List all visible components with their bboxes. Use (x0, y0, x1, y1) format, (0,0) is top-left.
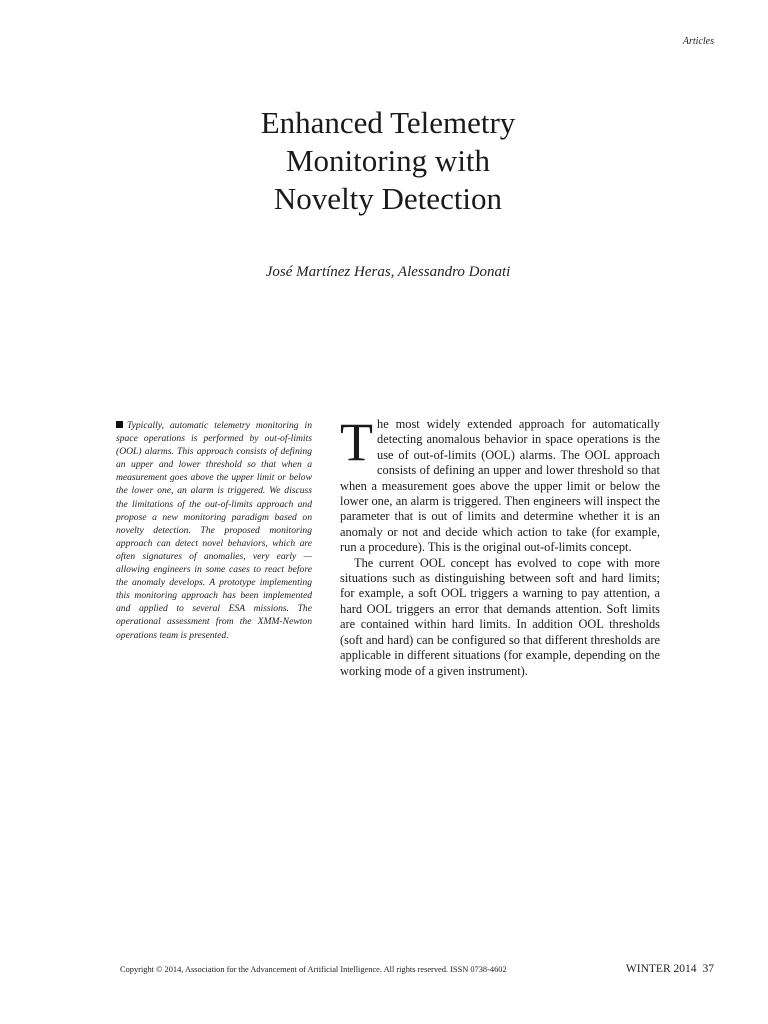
body-paragraph-1 (340, 412, 660, 556)
abstract (116, 419, 312, 642)
paragraph-text: he most widely extended approach for automatically detecting anomalous behavior in space operations is the use of out-of-limits (OOL) alarms. The OOL approach consists of defining an upper and lower threshold so that when a measurement goes above the upper limit or below the lower one, an alarm is triggered. Then engineers will inspect the parameter that is out of limits and determine whether it is an anomaly or not and decide which action to take (for example, run a procedure). This is the original out-of-limits concept. (340, 417, 660, 555)
page-number: 37 (702, 963, 714, 975)
title-line: Novelty Detection (273, 181, 503, 216)
abstract-text: Typically, automatic telemetry monitoring in space operations is performed by out-of-limits (OOL) alarms. This approach consists of defining an upper and lower threshold so that when a measurement goes above the upper limit or below the lower one, an alarm is triggered. We discuss the limitations of the out-of-limits approach and propose a new monitoring paradigm based on novelty detection. The proposed monitoring approach can detect novel behaviors, which are often signatures of anomalies, very early — allowing engineers in some cases to react before the anomaly develops. A prototype implementing this monitoring approach has been implemented and applied to several ESA missions. The operational assessment from the XMM-Newton operations team is presented. (116, 420, 312, 641)
title-line: Enhanced Telemetry (260, 105, 516, 140)
title-line: Monitoring with (285, 143, 491, 178)
body-text (340, 412, 660, 679)
body-paragraph-2: The current OOL concept has evolved to cope with more situations such as distinguishing between soft and hard limits; for example, a soft OOL triggers a warning to pay attention, a hard OOL triggers an error that demands attention. Soft limits are contained within hard limits. In addition OOL thresholds (soft and hard) can be configured so that different thresholds are applicable in different situations (for example, depending on the working mode of a given instrument). (340, 555, 660, 678)
drop-cap: T (340, 412, 373, 472)
square-bullet-icon (116, 421, 123, 428)
page-footer (0, 963, 768, 977)
section-label: Articles (682, 36, 714, 47)
article-authors: José Martínez Heras, Alessandro Donati (265, 264, 511, 280)
issue-name: WINTER 2014 (625, 963, 697, 975)
copyright-notice: Copyright © 2014, Association for the Advancement of Artificial Intelligence. All rights reserved. ISSN 0738-4602 (120, 965, 507, 974)
issue-info (626, 963, 714, 975)
article-title (0, 104, 768, 218)
